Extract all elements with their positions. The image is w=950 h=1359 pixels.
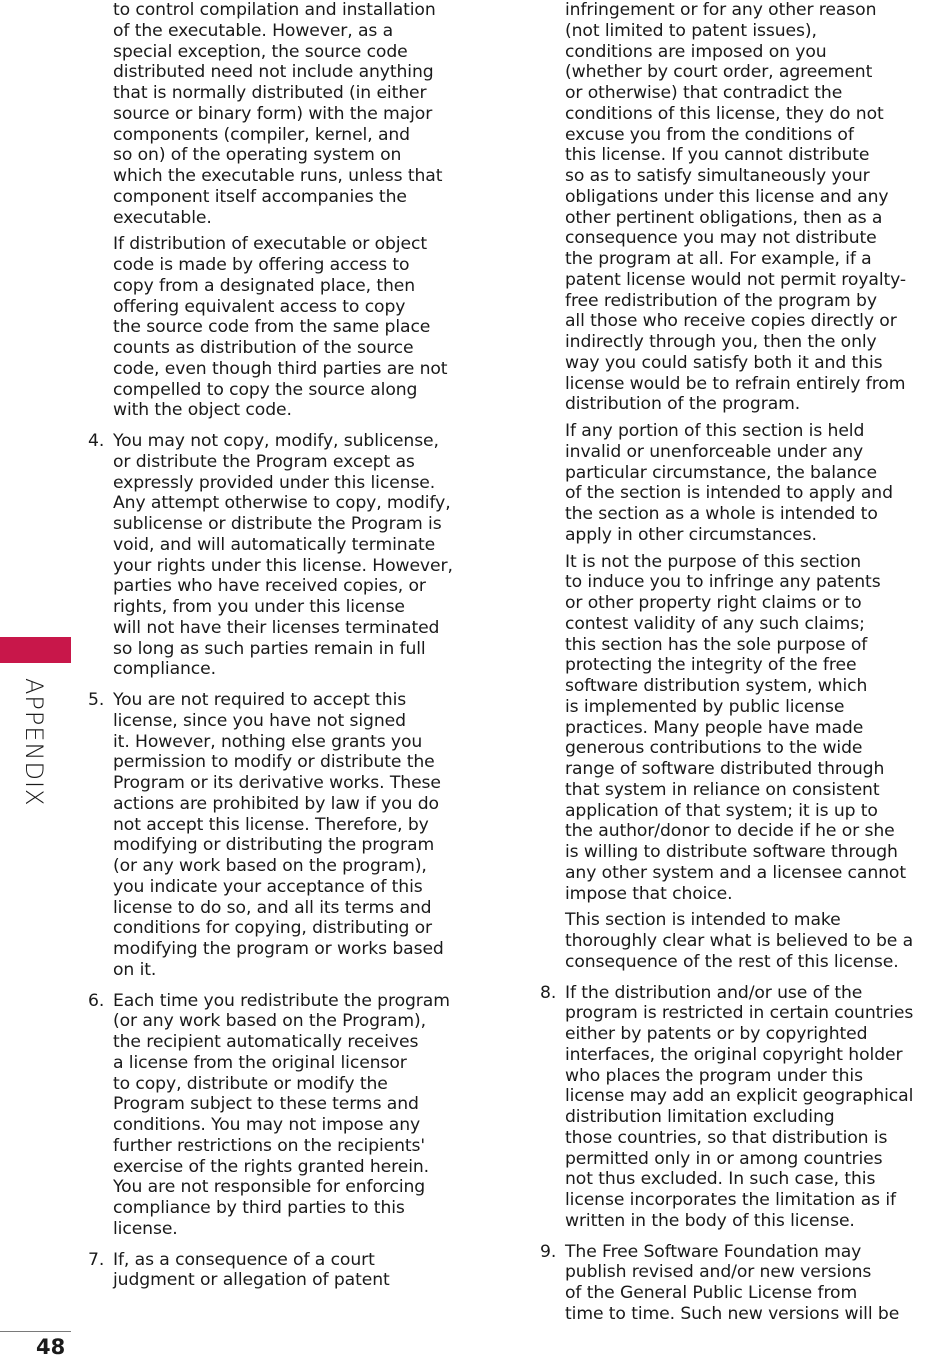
text-line: indirectly through you, then the only — [565, 332, 877, 352]
list-number: 6. — [88, 990, 105, 1011]
text-line: This section is intended to make — [565, 910, 841, 931]
list-item-text — [88, 1250, 496, 1292]
text-line: conditions of this license, they do not — [565, 103, 884, 124]
text-line: thoroughly clear what is believed to be a — [565, 931, 914, 951]
text-line: (or any work based on the Program), — [113, 1011, 426, 1032]
text-line: conditions. You may not impose any — [113, 1115, 421, 1135]
text-line: that is normally distributed (in either — [113, 83, 427, 103]
text-line: the source code from the same place — [113, 317, 431, 338]
text-line: The Free Software Foundation may — [565, 1241, 862, 1262]
text-line: compelled to copy the source along — [113, 379, 418, 400]
list-item-6 — [88, 991, 496, 1240]
text-line: which the executable runs, unless that — [113, 166, 443, 186]
list-item-8 — [540, 983, 950, 1232]
list-item-text — [540, 1242, 950, 1325]
text-line: way you could satisfy both it and this — [565, 352, 883, 373]
text-line: If any portion of this section is held — [565, 421, 865, 441]
text-line: judgment or allegation of patent — [113, 1270, 390, 1291]
text-line: the section as a whole is intended to — [565, 504, 878, 524]
text-line: license to do so, and all its terms and — [113, 897, 432, 918]
text-line: of the General Public License from — [565, 1283, 858, 1303]
text-line: modifying or distributing the program — [113, 835, 435, 856]
list-item-text — [88, 690, 496, 981]
text-line: any other system and a licensee cannot — [565, 862, 906, 883]
text-line: not thus excluded. In such case, this — [565, 1169, 876, 1190]
text-line: distributed need not include anything — [113, 62, 434, 83]
text-line: special exception, the source code — [113, 41, 408, 62]
text-line: conditions are imposed on you — [565, 41, 827, 62]
text-line: on it. — [113, 959, 157, 980]
text-line: If, as a consequence of a court — [113, 1249, 375, 1270]
list-item-9 — [540, 1242, 950, 1325]
page-number: 48 — [36, 1335, 66, 1359]
text-line: infringement or for any other reason — [565, 0, 877, 20]
list-item-text — [540, 983, 950, 1232]
text-line: application of that system; it is up to — [565, 800, 878, 821]
text-line: license. — [113, 1218, 178, 1239]
paragraph-section-clarity — [540, 910, 950, 972]
text-line: actions are prohibited by law if you do — [113, 793, 439, 814]
text-line: If distribution of executable or object — [113, 234, 427, 255]
text-line: code, even though third parties are not — [113, 358, 448, 379]
text-line: executable. — [113, 207, 212, 228]
text-line: You are not responsible for enforcing — [113, 1177, 426, 1198]
text-line: apply in other circumstances. — [565, 524, 817, 545]
text-line: written in the body of this license. — [565, 1210, 855, 1231]
text-line: is implemented by public license — [565, 696, 845, 717]
text-line: impose that choice. — [565, 883, 733, 904]
section-label: APPENDIX — [20, 678, 48, 807]
text-line: protecting the integrity of the free — [565, 655, 857, 676]
paragraph-continued — [88, 0, 496, 228]
text-line: You are not required to accept this — [113, 690, 407, 710]
text-line: practices. Many people have made — [565, 717, 864, 738]
text-line: compliance. — [113, 659, 216, 680]
text-line: parties who have received copies, or — [113, 576, 426, 597]
text-line: other pertinent obligations, then as a — [565, 207, 883, 228]
text-line: range of software distributed through — [565, 759, 885, 779]
text-line: who places the program under this — [565, 1065, 863, 1086]
text-line: counts as distribution of the source — [113, 338, 414, 358]
text-line: to copy, distribute or modify the — [113, 1073, 388, 1094]
text-line: so as to satisfy simultaneously your — [565, 166, 870, 186]
list-number: 5. — [88, 690, 105, 710]
list-item-7 — [88, 1250, 496, 1292]
text-line: not accept this license. Therefore, by — [113, 814, 429, 835]
left-column — [88, 0, 496, 1291]
text-line: (not limited to patent issues), — [565, 20, 817, 41]
text-line: If the distribution and/or use of the — [565, 982, 863, 1003]
text-line: component itself accompanies the — [113, 186, 407, 207]
text-line: void, and will automatically terminate — [113, 534, 436, 555]
text-line: or other property right claims or to — [565, 593, 862, 613]
text-line: exercise of the rights granted herein. — [113, 1156, 430, 1177]
text-line: copy from a designated place, then — [113, 275, 416, 296]
text-line: consequence of the rest of this license. — [565, 951, 899, 972]
text-line: distribution of the program. — [565, 394, 801, 415]
text-line: the recipient automatically receives — [113, 1032, 419, 1052]
text-line: software distribution system, which — [565, 676, 868, 696]
text-line: either by patents or by copyrighted — [565, 1024, 868, 1044]
text-line: modifying the program or works based — [113, 939, 444, 959]
text-line: Each time you redistribute the program — [113, 990, 450, 1011]
list-number: 9. — [540, 1241, 557, 1262]
text-line: those countries, so that distribution is — [565, 1127, 888, 1148]
text-line: time to time. Such new versions will be — [565, 1303, 900, 1324]
text-line: is willing to distribute software through — [565, 842, 898, 862]
text-line: particular circumstance, the balance — [565, 462, 878, 483]
text-line: excuse you from the conditions of — [565, 124, 854, 145]
text-line: of the section is intended to apply and — [565, 483, 893, 504]
text-line: you indicate your acceptance of this — [113, 876, 423, 897]
page-number-rule — [0, 1331, 71, 1332]
paragraph-section-purpose — [540, 552, 950, 905]
text-line: Program subject to these terms and — [113, 1094, 419, 1115]
list-number: 8. — [540, 982, 557, 1003]
text-line: all those who receive copies directly or — [565, 311, 897, 332]
text-line: that system in reliance on consistent — [565, 779, 880, 800]
text-line: generous contributions to the wide — [565, 738, 863, 759]
list-number: 7. — [88, 1249, 105, 1270]
text-line: (or any work based on the program), — [113, 856, 427, 876]
list-number: 4. — [88, 431, 105, 451]
text-line: (whether by court order, agreement — [565, 62, 873, 83]
text-line: license, since you have not signed — [113, 710, 406, 731]
text-line: sublicense or distribute the Program is — [113, 514, 442, 534]
text-line: permitted only in or among countries — [565, 1148, 883, 1169]
text-line: so long as such parties remain in full — [113, 638, 426, 659]
text-line: license would be to refrain entirely from — [565, 373, 906, 394]
text-line: expressly provided under this license. — [113, 472, 436, 493]
text-line: this section has the sole purpose of — [565, 634, 868, 655]
text-line: it. However, nothing else grants you — [113, 731, 423, 752]
text-line: of the executable. However, as a — [113, 20, 394, 41]
list-item-text — [88, 991, 496, 1240]
paragraph-invalid-portion — [540, 421, 950, 546]
text-line: conditions for copying, distributing or — [113, 918, 433, 939]
list-item-4 — [88, 431, 496, 680]
text-line: the author/donor to decide if he or she — [565, 821, 895, 842]
text-line: this license. If you cannot distribute — [565, 145, 870, 166]
text-line: Program or its derivative works. These — [113, 773, 441, 793]
right-column — [540, 0, 950, 1325]
text-line: source or binary form) with the major — [113, 103, 433, 124]
text-line: distribution limitation excluding — [565, 1107, 835, 1127]
text-line: so on) of the operating system on — [113, 145, 402, 166]
text-line: program is restricted in certain countries — [565, 1003, 914, 1024]
text-line: It is not the purpose of this section — [565, 551, 862, 572]
text-line: compliance by third parties to this — [113, 1198, 405, 1218]
text-line: will not have their licenses terminated — [113, 617, 440, 638]
text-line: invalid or unenforceable under any — [565, 441, 864, 462]
text-line: patent license would not permit royalty- — [565, 269, 907, 290]
text-line: to induce you to infringe any patents — [565, 572, 881, 593]
text-line: or distribute the Program except as — [113, 451, 415, 472]
text-line: Any attempt otherwise to copy, modify, — [113, 493, 451, 514]
text-line: your rights under this license. However, — [113, 555, 453, 576]
text-line: with the object code. — [113, 400, 292, 421]
paragraph-item7-continued — [540, 0, 950, 415]
text-line: rights, from you under this license — [113, 597, 405, 617]
text-line: consequence you may not distribute — [565, 228, 877, 249]
text-line: free redistribution of the program by — [565, 290, 877, 311]
section-tab-marker — [0, 637, 71, 663]
text-line: the program at all. For example, if a — [565, 249, 872, 269]
text-line: permission to modify or distribute the — [113, 752, 435, 773]
text-line: further restrictions on the recipients' — [113, 1135, 426, 1156]
paragraph-distribution — [88, 234, 496, 421]
text-line: interfaces, the original copyright holder — [565, 1044, 903, 1065]
text-line: or otherwise) that contradict the — [565, 83, 843, 103]
list-item-5 — [88, 690, 496, 981]
text-line: to control compilation and installation — [113, 0, 436, 20]
text-line: offering equivalent access to copy — [113, 296, 406, 317]
text-line: a license from the original licensor — [113, 1052, 407, 1073]
text-line: publish revised and/or new versions — [565, 1262, 872, 1283]
text-line: contest validity of any such claims; — [565, 613, 865, 634]
text-line: components (compiler, kernel, and — [113, 124, 410, 145]
text-line: code is made by offering access to — [113, 255, 410, 275]
text-line: license incorporates the limitation as if — [565, 1190, 896, 1210]
text-line: license may add an explicit geographical — [565, 1086, 914, 1107]
text-line: obligations under this license and any — [565, 186, 889, 207]
list-item-text — [88, 431, 496, 680]
text-line: You may not copy, modify, sublicense, — [113, 431, 439, 451]
